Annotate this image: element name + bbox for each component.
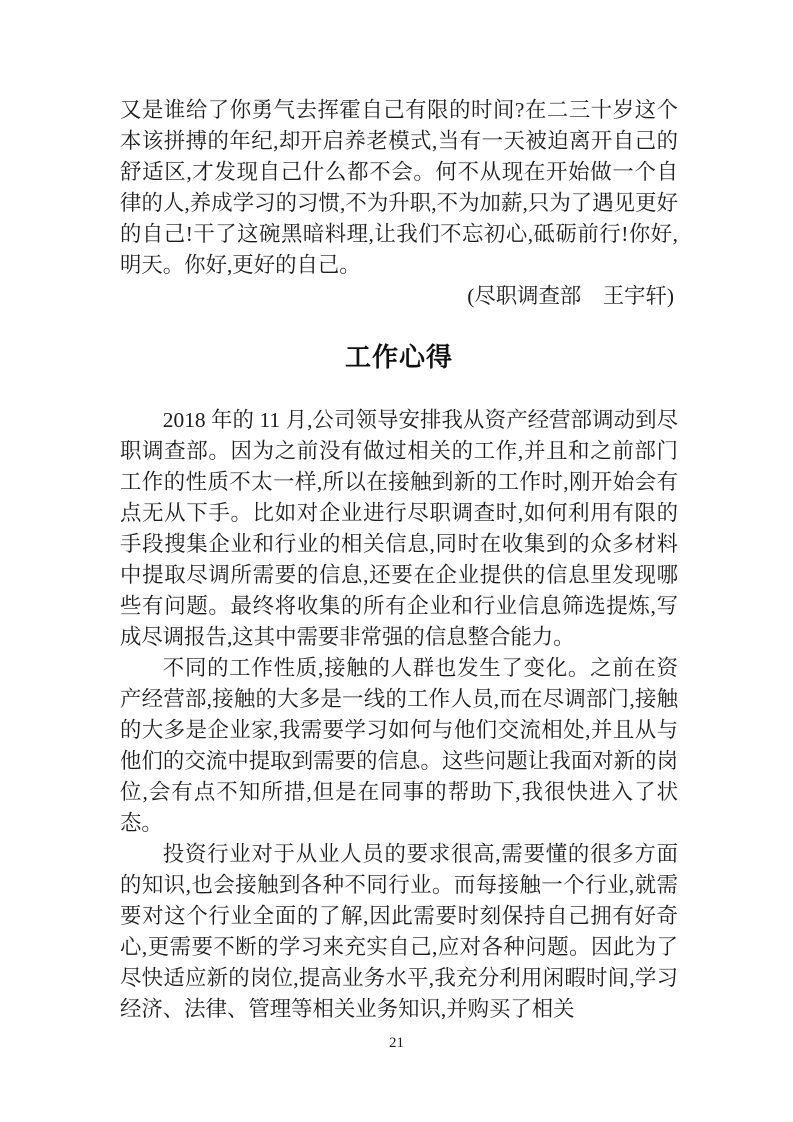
section-title: 工作心得 <box>344 342 453 372</box>
page-number: 21 <box>389 1035 404 1051</box>
continuation-block <box>120 95 678 281</box>
body-paragraph: 不同的工作性质,接触的人群也发生了变化。之前在资产经营部,接触的大多是一线的工作人员,而在尽调部门,接触的大多是企业家,我需要学习如何与他们交流相处,并且从与他们的交流中提取到需要的信息。这些问题让我面对新的岗位,会有点不知所措,但是在同事的帮助下,我很快进入了状态。 <box>120 656 678 835</box>
author-signature: (尽职调查部 王宇轩) <box>467 284 674 308</box>
document-body <box>120 95 678 1025</box>
body-paragraph: 2018 年的 11 月,公司领导安排我从资产经营部调动到尽职调查部。因为之前没有做过相关的工作,并且和之前部门工作的性质不太一样,所以在接触到新的工作时,刚开始会有点无从下手。比如对企业进行尽职调查时,如何利用有限的手段搜集企业和行业的相关信息,同时在收集到的众多材料中提取尽调所需要的信息,还要在企业提供的信息里发现哪些有问题。最终将收集的所有企业和行业信息筛选提炼,写成尽调报告,这其中需要非常强的信息整合能力。 <box>120 408 678 649</box>
body-paragraph: 投资行业对于从业人员的要求很高,需要懂的很多方面的知识,也会接触到各种不同行业。而每接触一个行业,就需要对这个行业全面的了解,因此需要时刻保持自己拥有好奇心,更需要不断的学习来充实自己,应对各种问题。因此为了尽快适应新的岗位,提高业务水平,我充分利用闲暇时间,学习经济、法律、管理等相关业务知识,并购买了相关 <box>120 842 678 1021</box>
body-paragraphs <box>120 405 678 1025</box>
paragraph-continuation: 又是谁给了你勇气去挥霍自己有限的时间?在二三十岁这个本该拼搏的年纪,却开启养老模式,当有一天被迫离开自己的舒适区,才发现自己什么都不会。何不从现在开始做一个自律的人,养成学习的习惯,不为升职,不为加薪,只为了遇见更好的自己!干了这碗黑暗料理,让我们不忘初心,砥砺前行!你好,明天。你好,更好的自己。 <box>120 98 678 277</box>
